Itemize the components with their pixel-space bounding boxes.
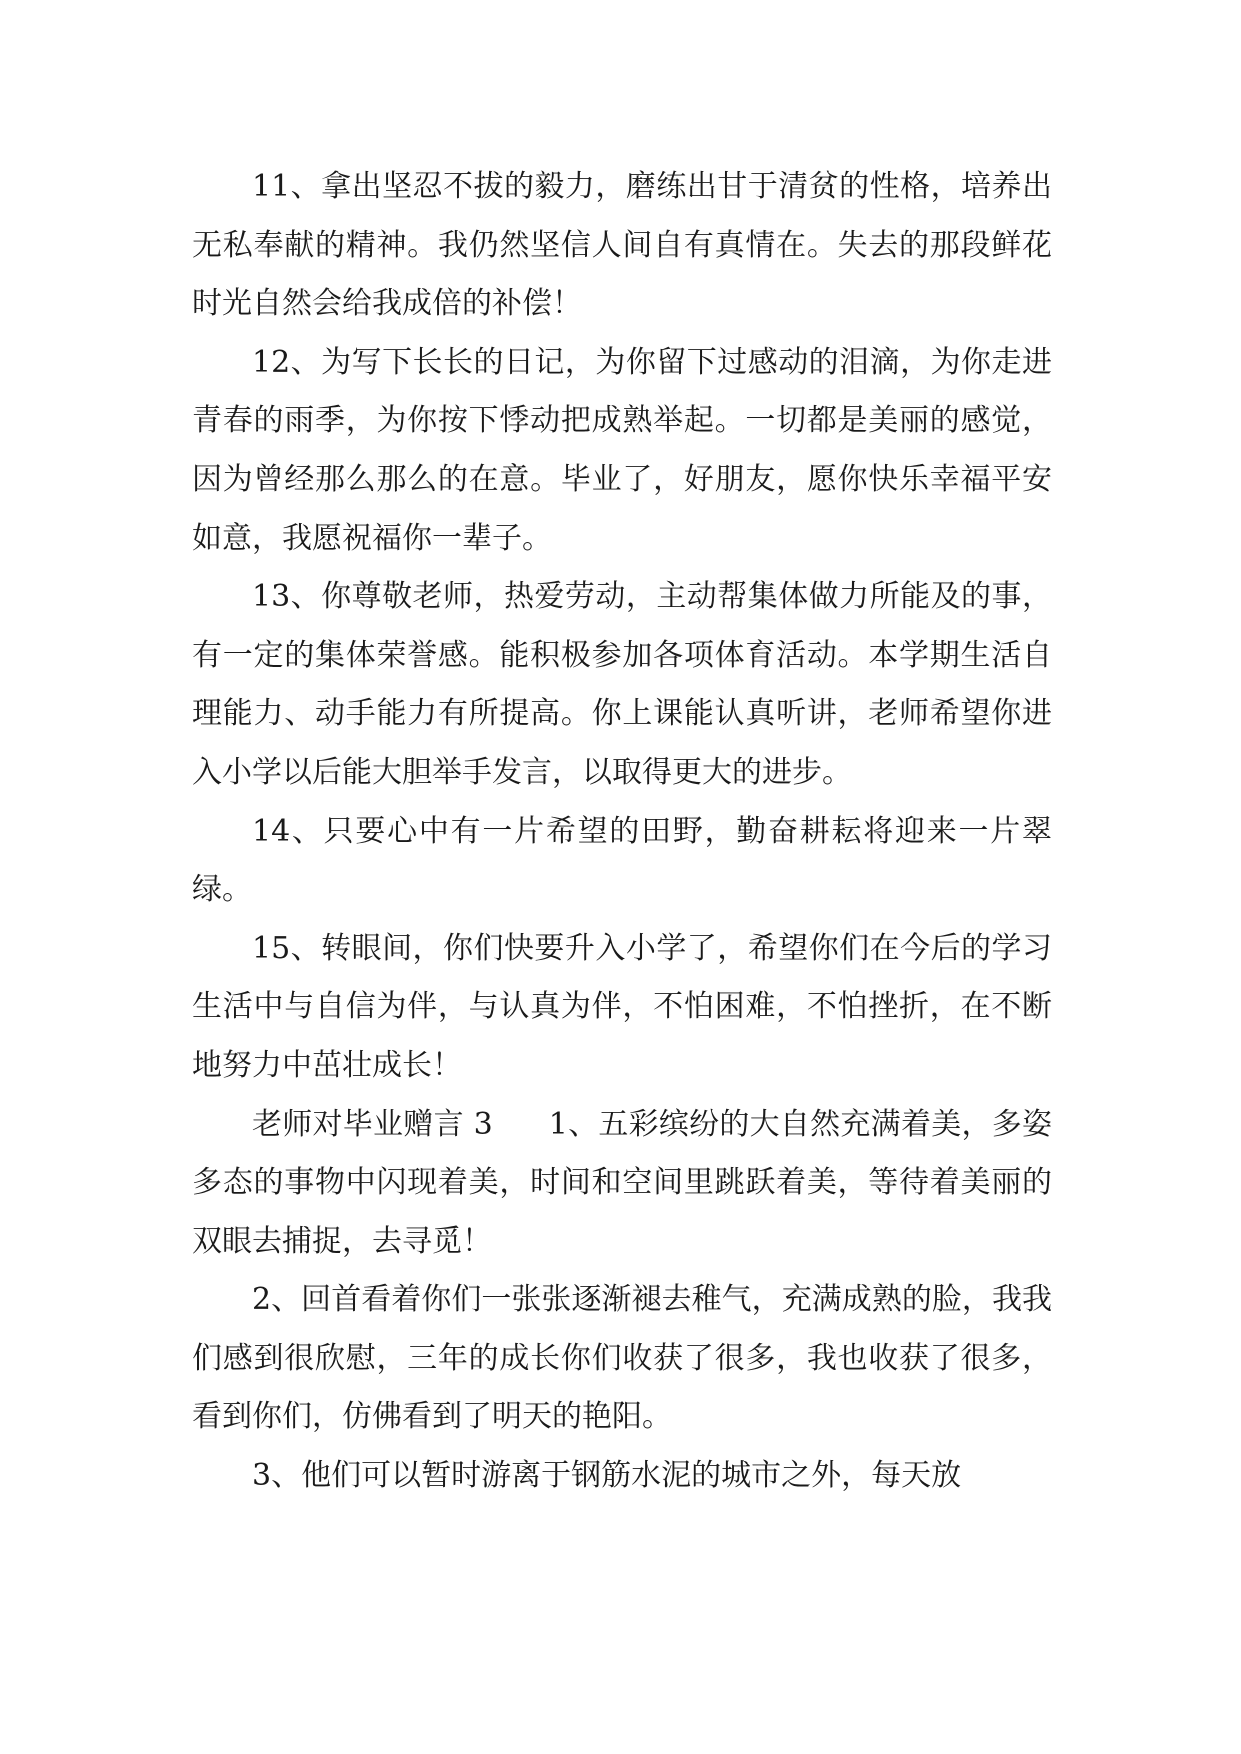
paragraph-3: 3、他们可以暂时游离于钢筋水泥的城市之外，每天放 xyxy=(252,1458,962,1494)
section-paragraph xyxy=(192,1096,1052,1272)
paragraph-13: 13、你尊敬老师，热爱劳动，主动帮集体做力所能及的事，有一定的集体荣誉感。能积极参加各项体育活动。本学期生活自理能力、动手能力有所提高。你上课能认真听讲，老师希望你进入小学以后能大胆举手发言，以取得更大的进步。 xyxy=(192,579,1052,790)
section-heading: 老师对毕业赠言 3 xyxy=(252,1106,493,1142)
paragraph-11: 11、拿出坚忍不拔的毅力，磨练出甘于清贫的性格，培养出无私奉献的精神。我仍然坚信人间自有真情在。失去的那段鲜花时光自然会给我成倍的补偿！ xyxy=(192,169,1052,322)
paragraph-12: 12、为写下长长的日记，为你留下过感动的泪滴，为你走进青春的雨季，为你按下悸动把成熟举起。一切都是美丽的感觉，因为曾经那么那么的在意。毕业了，好朋友，愿你快乐幸福平安如意，我愿祝福你一辈子。 xyxy=(192,344,1052,556)
document-body xyxy=(192,158,1052,1506)
paragraph-14: 14、只要心中有一片希望的田野，勤奋耕耘将迎来一片翠绿。 xyxy=(192,813,1052,908)
paragraph-15: 15、转眼间，你们快要升入小学了，希望你们在今后的学习生活中与自信为伴，与认真为伴，不怕困难，不怕挫折，在不断地努力中茁壮成长！ xyxy=(192,930,1052,1083)
section-first-item: 1、五彩缤纷的大自然充满着美，多姿多态的事物中闪现着美，时间和空间里跳跃着美，等待着美丽的双眼去捕捉，去寻觅！ xyxy=(192,1106,1052,1259)
paragraph-2: 2、回首看着你们一张张逐渐褪去稚气，充满成熟的脸，我我们感到很欣慰，三年的成长你们收获了很多，我也收获了很多，看到你们，仿佛看到了明天的艳阳。 xyxy=(192,1282,1052,1435)
